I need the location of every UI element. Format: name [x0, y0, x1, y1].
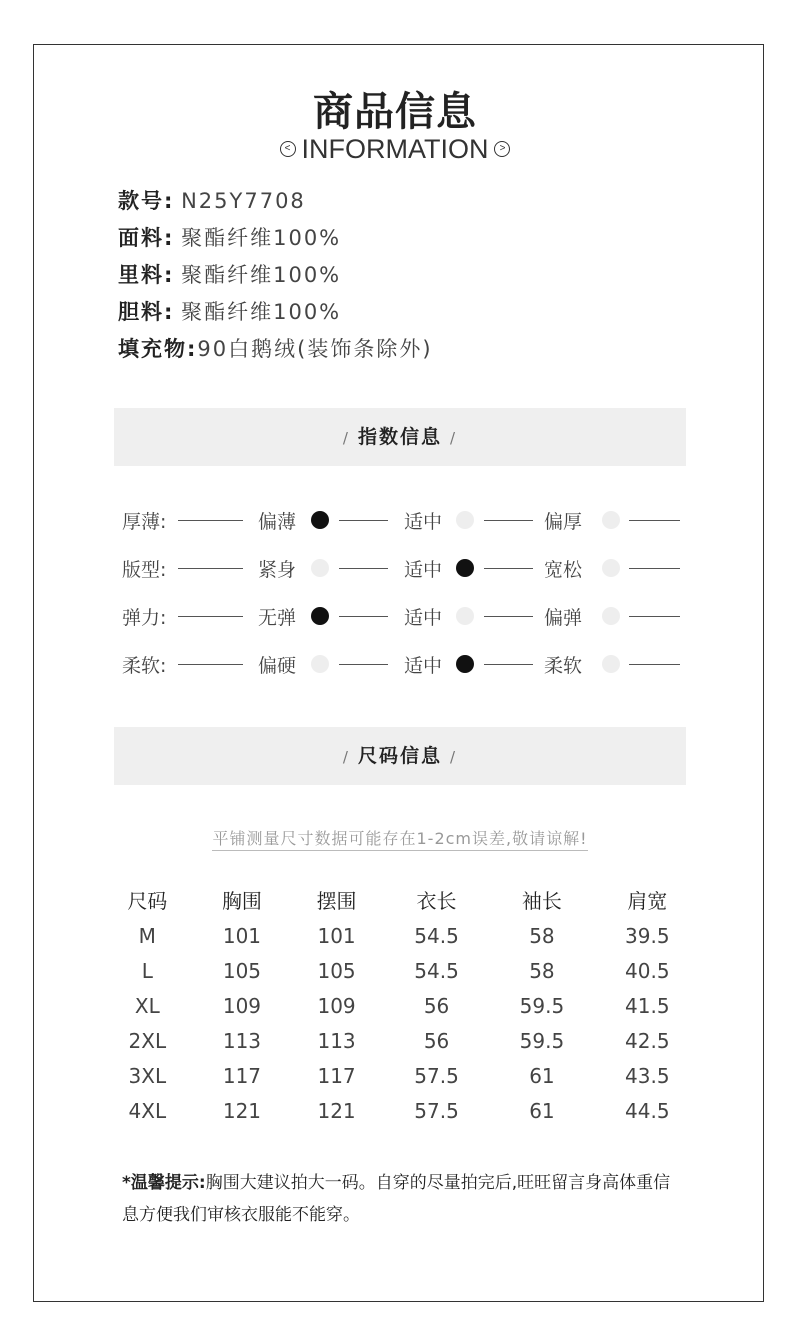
measurement-note: 平铺测量尺寸数据可能存在1-2cm误差,敬请谅解! [0, 826, 790, 849]
index-option-label: 无弹 [258, 607, 297, 629]
table-cell: 42.5 [625, 1028, 670, 1053]
index-option-label: 适中 [404, 655, 443, 677]
tip-label: *温馨提示: [122, 1173, 206, 1193]
header-chest: 胸围 [221, 888, 262, 913]
table-cell: 61 [529, 1063, 555, 1088]
connector-line [484, 664, 533, 665]
table-cell: 61 [529, 1098, 555, 1123]
table-cell: 101 [317, 923, 356, 948]
index-option-label: 偏硬 [258, 655, 297, 677]
connector-line [629, 568, 680, 569]
index-option-label: 适中 [404, 511, 443, 533]
table-cell: 59.5 [519, 1028, 565, 1053]
table-cell: 39.5 [625, 923, 670, 948]
table-cell: 4XL [128, 1098, 167, 1123]
info-row-filling: 填充物:90白鹅绒(装饰条除外) [118, 337, 433, 361]
unselected-dot [311, 559, 329, 577]
index-option-label: 宽松 [544, 559, 583, 581]
info-row-inner: 胆料: 聚酯纤维100% [118, 300, 342, 324]
info-row-style-no: 款号: N25Y7708 [118, 189, 306, 213]
table-cell: 58 [529, 958, 555, 983]
unselected-dot [602, 607, 620, 625]
table-cell: 58 [529, 923, 555, 948]
table-cell: M [138, 923, 156, 948]
info-row-fabric: 面料: 聚酯纤维100% [118, 226, 342, 250]
table-cell: 105 [317, 958, 356, 983]
header-size: 尺码 [127, 888, 168, 913]
table-cell: 113 [317, 1028, 356, 1053]
table-cell: 109 [317, 993, 356, 1018]
index-option-label: 偏薄 [258, 511, 297, 533]
table-row [100, 953, 700, 988]
unselected-dot [456, 607, 474, 625]
unselected-dot [311, 655, 329, 673]
page-title: 商品信息 [313, 89, 477, 135]
subtitle-text: INFORMATION [301, 134, 489, 164]
connector-line [484, 616, 533, 617]
table-row [100, 1023, 700, 1058]
table-cell: 59.5 [519, 993, 565, 1018]
connector-line [339, 520, 388, 521]
connector-line [178, 616, 243, 617]
header-shoulder: 肩宽 [627, 888, 668, 913]
selected-dot [456, 655, 474, 673]
index-row-label: 弹力: [122, 607, 167, 629]
table-cell: 105 [222, 958, 262, 983]
table-cell: 54.5 [414, 958, 459, 983]
connector-line [178, 520, 243, 521]
page-subtitle [0, 134, 790, 165]
connector-line [629, 664, 680, 665]
table-cell: 121 [222, 1098, 262, 1123]
table-cell: 44.5 [625, 1098, 670, 1123]
product-info-list [118, 186, 433, 371]
table-cell: XL [134, 993, 160, 1018]
table-cell: 57.5 [414, 1098, 459, 1123]
size-table-header [100, 880, 700, 918]
table-cell: 43.5 [625, 1063, 670, 1088]
table-cell: 3XL [128, 1063, 167, 1088]
connector-line [339, 616, 388, 617]
connector-line [484, 568, 533, 569]
header-hem: 摆围 [316, 888, 357, 913]
index-row-label: 柔软: [122, 655, 167, 677]
index-option-label: 偏厚 [544, 511, 583, 533]
table-cell: 2XL [128, 1028, 167, 1053]
table-cell: 117 [317, 1063, 356, 1088]
unselected-dot [602, 511, 620, 529]
table-row [100, 988, 700, 1023]
selected-dot [311, 607, 329, 625]
table-cell: 117 [222, 1063, 262, 1088]
connector-line [178, 664, 243, 665]
connector-line [629, 520, 680, 521]
selected-dot [456, 559, 474, 577]
table-cell: 56 [423, 993, 450, 1018]
unselected-dot [602, 655, 620, 673]
table-row [100, 1058, 700, 1093]
table-cell: 113 [222, 1028, 262, 1053]
table-cell: 57.5 [414, 1063, 459, 1088]
table-cell: 121 [317, 1098, 356, 1123]
size-table [100, 880, 700, 1128]
header-length: 衣长 [416, 888, 457, 913]
index-option-label: 紧身 [258, 559, 297, 581]
table-cell: 41.5 [625, 993, 670, 1018]
chevron-left-icon: < [280, 141, 296, 157]
table-cell: 40.5 [625, 958, 670, 983]
unselected-dot [602, 559, 620, 577]
connector-line [629, 616, 680, 617]
table-cell: L [141, 958, 153, 983]
index-option-label: 柔软 [544, 655, 583, 677]
table-cell: 54.5 [414, 923, 459, 948]
info-row-lining: 里料: 聚酯纤维100% [118, 263, 342, 287]
index-option-label: 适中 [404, 559, 443, 581]
selected-dot [311, 511, 329, 529]
connector-line [178, 568, 243, 569]
unselected-dot [456, 511, 474, 529]
index-row-label: 版型: [122, 559, 167, 581]
tip-text: 胸围大建议拍大一码。自穿的尽量拍完后,旺旺留言身高体重信息方便我们审核衣服能不能穿。 [122, 1173, 671, 1225]
index-section-title: 指数信息 [357, 426, 442, 448]
index-option-label: 适中 [404, 607, 443, 629]
table-cell: 101 [222, 923, 262, 948]
table-row [100, 918, 700, 953]
chevron-right-icon: > [494, 141, 510, 157]
size-section-header: / 尺码信息 / [114, 727, 686, 785]
index-section-header: / 指数信息 / [114, 408, 686, 466]
connector-line [339, 664, 388, 665]
connector-line [339, 568, 388, 569]
table-cell: 109 [222, 993, 262, 1018]
header-sleeve: 袖长 [521, 888, 562, 913]
connector-line [484, 520, 533, 521]
warm-tip [122, 1167, 682, 1231]
index-row-label: 厚薄: [122, 511, 167, 533]
index-option-label: 偏弹 [544, 607, 583, 629]
table-cell: 56 [423, 1028, 450, 1053]
table-row [100, 1093, 700, 1128]
size-section-title: 尺码信息 [357, 745, 442, 767]
